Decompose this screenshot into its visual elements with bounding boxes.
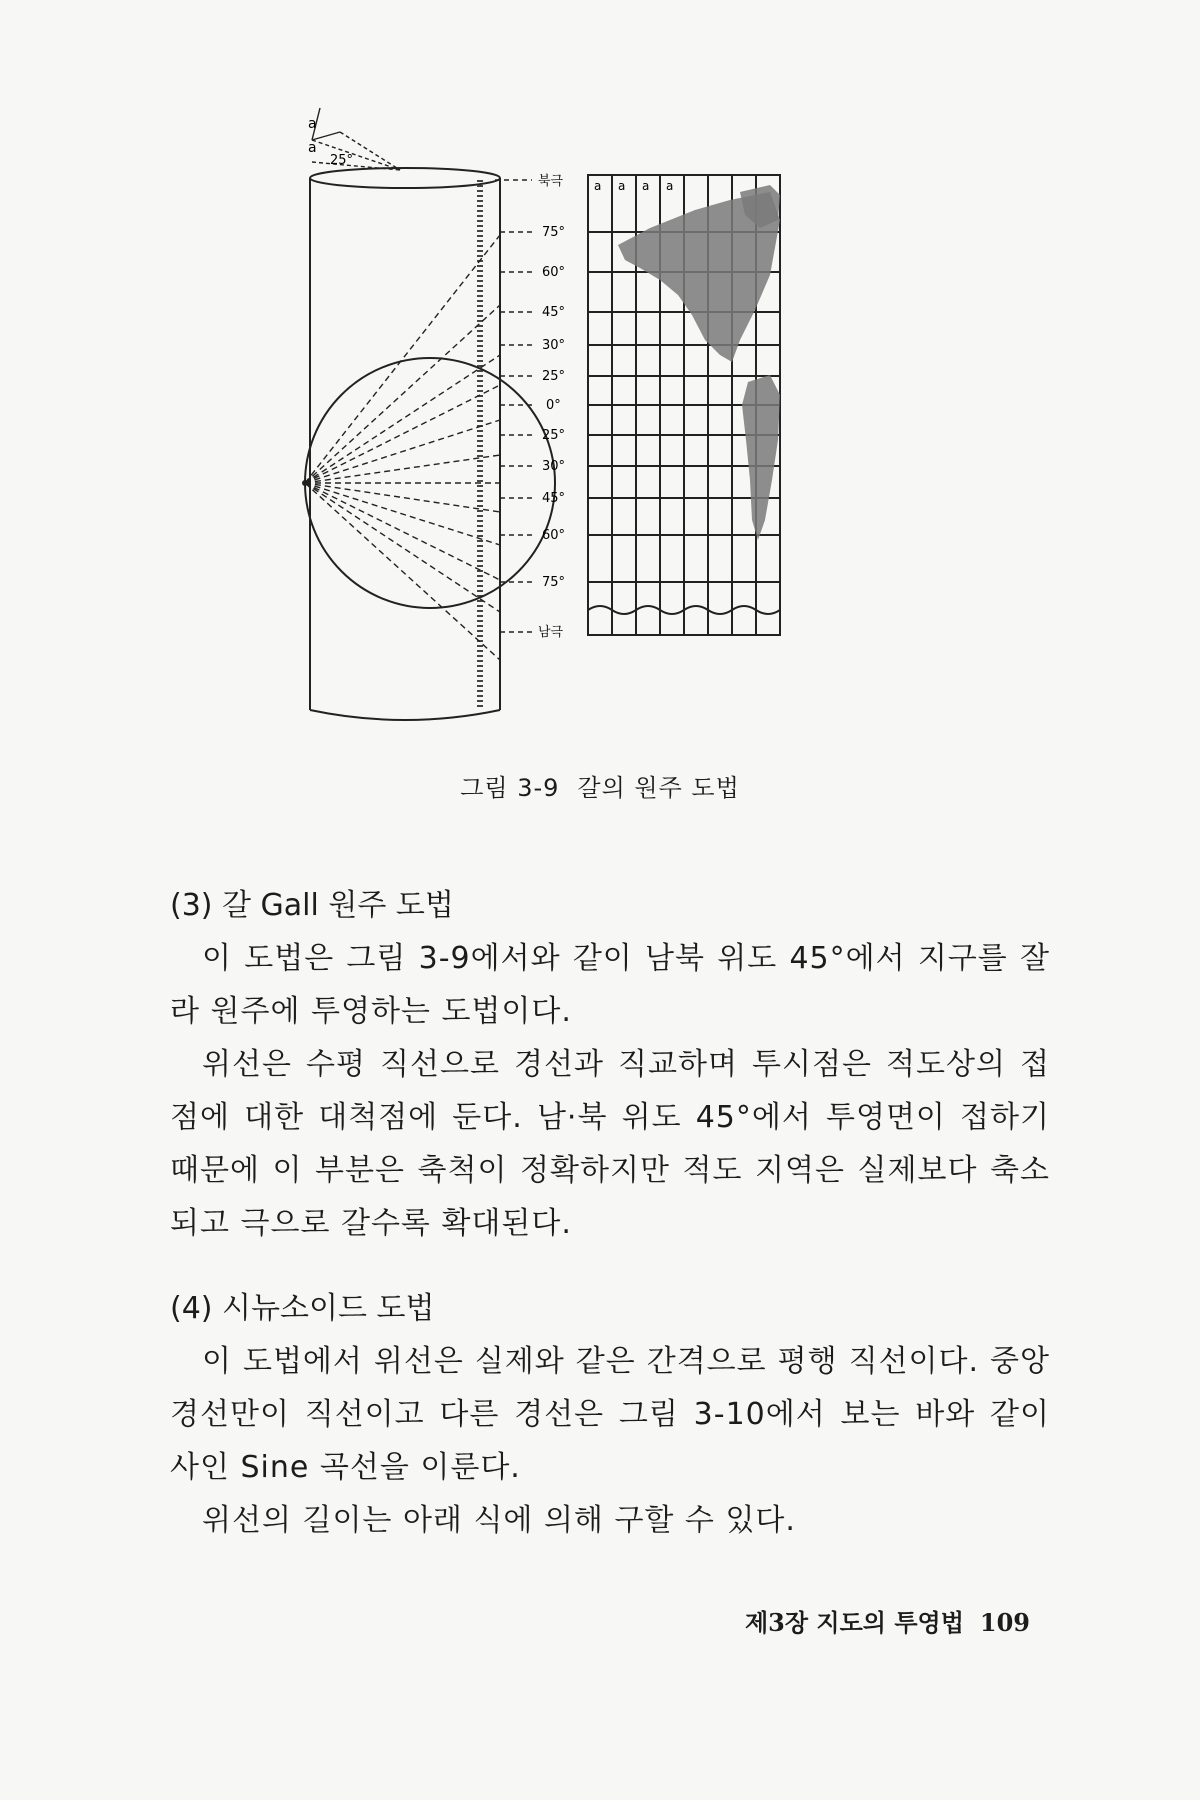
caption-title: 갈의 원주 도법	[577, 774, 740, 802]
paragraph: 위선은 수평 직선으로 경선과 직교하며 투시점은 적도상의 접점에 대한 대척점에 둔다. 남·북 위도 45°에서 투영면이 접하기 때문에 이 부분은 축척이 정확하지만 적도 지역은 실제보다 축소되고 극으로 갈수록 확대된다.	[170, 1047, 1050, 1241]
cylinder	[310, 168, 500, 720]
paragraph: 위선의 길이는 아래 식에 의해 구할 수 있다.	[202, 1503, 796, 1538]
gall-projection-figure	[300, 100, 940, 750]
chapter-title: 제3장 지도의 투영법	[745, 1608, 964, 1637]
caption-number: 그림 3-9	[460, 774, 560, 802]
section-heading: (3) 갈 Gall 원주 도법	[170, 888, 454, 923]
meridian-mark-label: a	[642, 179, 650, 193]
meridian-mark-label: a	[666, 179, 674, 193]
north-pole-label: 북극	[538, 174, 564, 189]
angle-label: 25°	[330, 153, 354, 168]
latitude-label: 0°	[546, 398, 561, 413]
latitude-label: 30°	[542, 338, 566, 353]
meridian-mark-label: a	[618, 179, 626, 193]
latitude-label: 75°	[542, 575, 566, 590]
section-gall-projection	[170, 880, 1050, 1250]
latitude-label: 30°	[542, 459, 566, 474]
angle-sketch	[312, 108, 400, 170]
paragraph: 이 도법에서 위선은 실제와 같은 간격으로 평행 직선이다. 중앙 경선만이 직선이고 다른 경선은 그림 3-10에서 보는 바와 같이 사인 Sine 곡선을 이룬다.	[170, 1344, 1050, 1485]
latitude-label: 60°	[542, 528, 566, 543]
figure-diagram	[300, 100, 940, 750]
page-number: 109	[979, 1608, 1030, 1637]
latitude-label: 25°	[542, 369, 566, 384]
meridian-mark-label: a	[308, 140, 317, 156]
paragraph: 이 도법은 그림 3-9에서와 같이 남북 위도 45°에서 지구를 잘라 원주에 투영하는 도법이다.	[170, 941, 1050, 1029]
section-sinusoidal-projection	[170, 1283, 1050, 1547]
latitude-label: 45°	[542, 305, 566, 320]
latitude-label: 25°	[542, 428, 566, 443]
meridian-mark-label: a	[308, 116, 317, 132]
latitude-label: 45°	[542, 491, 566, 506]
south-america-shape	[742, 375, 780, 540]
latitude-label: 75°	[542, 225, 566, 240]
south-pole-label: 남극	[538, 625, 564, 640]
figure-caption	[0, 768, 1200, 803]
projection-rays	[305, 235, 500, 660]
meridian-mark-label: a	[594, 179, 602, 193]
latitude-label: 60°	[542, 265, 566, 280]
section-heading: (4) 시뉴소이드 도법	[170, 1291, 435, 1326]
page-footer	[745, 1603, 1030, 1638]
